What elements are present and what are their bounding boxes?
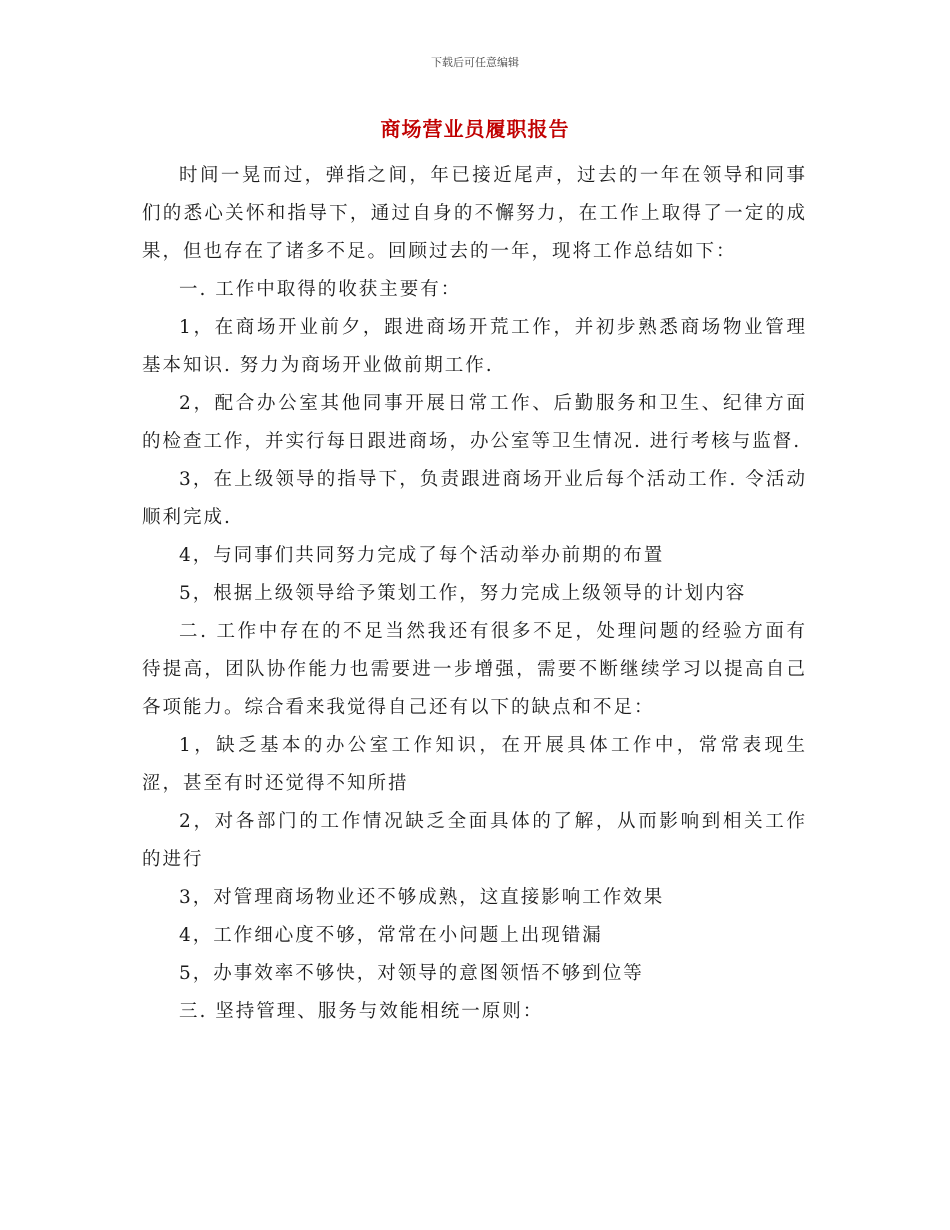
section-heading-shortcomings: 二. 工作中存在的不足当然我还有很多不足，处理问题的经验方面有待提高，团队协作能力也需要进一步增强，需要不断继续学习以提高自己各项能力。综合看来我觉得自己还有以下的缺点和不足：	[142, 621, 807, 718]
page-header-note: 下载后可任意编辑	[431, 56, 519, 69]
document-body	[142, 157, 807, 1031]
section-heading-gains: 一. 工作中取得的收获主要有：	[179, 279, 462, 300]
list-item: 4，与同事们共同努力完成了每个活动举办前期的布置	[179, 545, 665, 566]
paragraph-intro: 时间一晃而过，弹指之间，年已接近尾声，过去的一年在领导和同事们的悉心关怀和指导下，通过自身的不懈努力，在工作上取得了一定的成果，但也存在了诸多不足。回顾过去的一年，现将工作总结如下：	[142, 165, 807, 262]
section-heading-principles: 三. 坚持管理、服务与效能相统一原则：	[179, 1001, 544, 1022]
list-item: 5，根据上级领导给予策划工作，努力完成上级领导的计划内容	[179, 583, 747, 604]
list-item: 3，在上级领导的指导下，负责跟进商场开业后每个活动工作. 令活动顺利完成.	[142, 469, 807, 528]
list-item: 1，在商场开业前夕，跟进商场开荒工作，并初步熟悉商场物业管理基本知识. 努力为商场开业做前期工作.	[142, 317, 807, 376]
list-item: 2，配合办公室其他同事开展日常工作、后勤服务和卫生、纪律方面的检查工作，并实行每日跟进商场，办公室等卫生情况. 进行考核与监督.	[142, 393, 807, 452]
list-item: 5，办事效率不够快，对领导的意图领悟不够到位等	[179, 963, 644, 984]
list-item: 3，对管理商场物业还不够成熟，这直接影响工作效果	[179, 887, 665, 908]
list-item: 4，工作细心度不够，常常在小问题上出现错漏	[179, 925, 603, 946]
document-title: 商场营业员履职报告	[380, 117, 570, 141]
list-item: 1，缺乏基本的办公室工作知识，在开展具体工作中，常常表现生涩，甚至有时还觉得不知所措	[142, 735, 807, 794]
list-item: 2，对各部门的工作情况缺乏全面具体的了解，从而影响到相关工作的进行	[142, 811, 807, 870]
